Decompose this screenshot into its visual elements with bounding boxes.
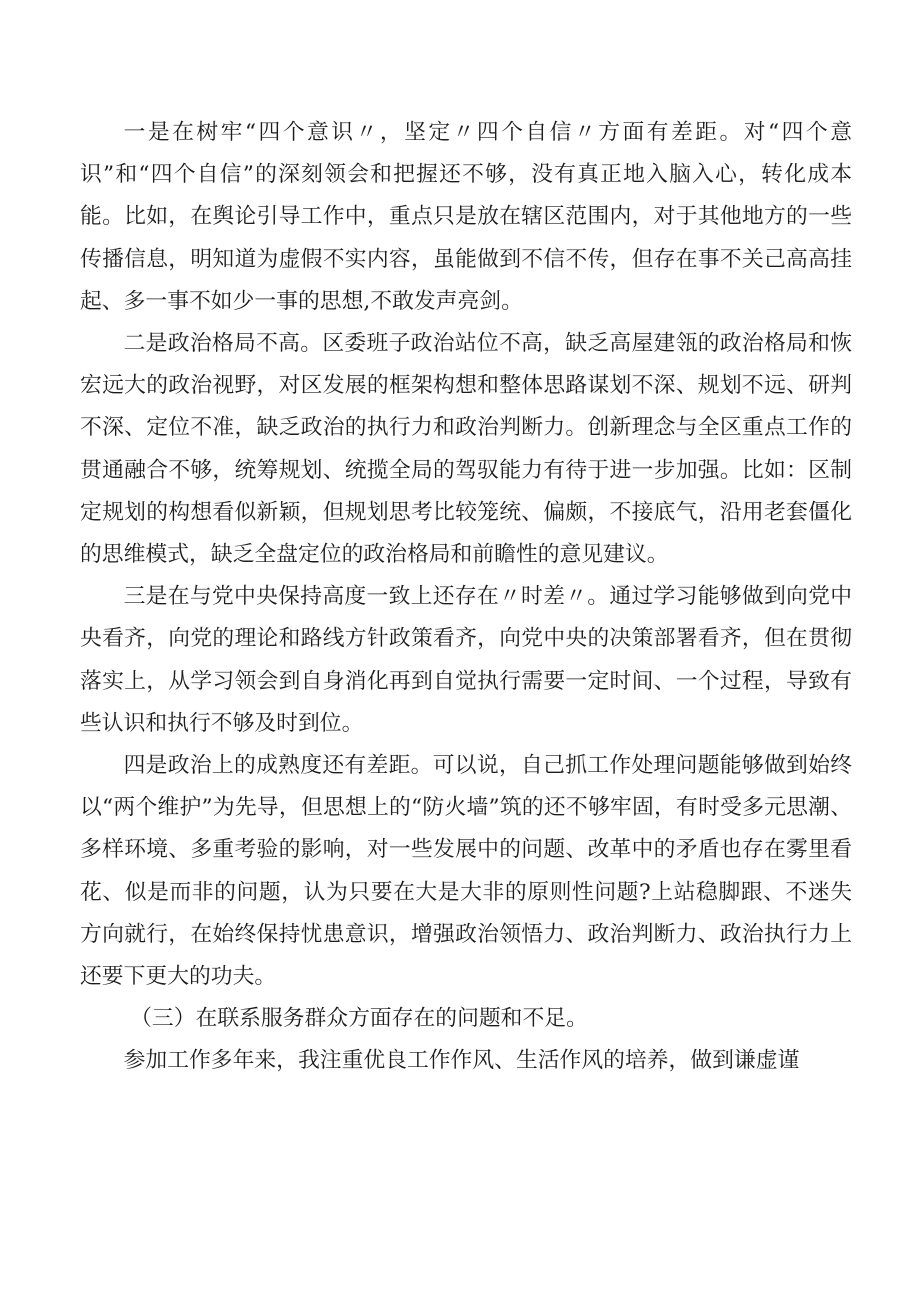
paragraph-political-pattern: 二是政治格局不高。区委班子政治站位不高，缺乏高屋建瓴的政治格局和恢宏远大的政治视野，对区发展的框架构想和整体思路谋划不深、规划不远、研判不深、定位不准，缺乏政治的执行力和政治判断力。创新理念与全区重点工作的贯通融合不够，统筹规划、统揽全局的驾驭能力有待于进一步加强。比如：区制定规划的构想看似新颖，但规划思考比较笼统、偏颇，不接底气，沿用老套僵化的思维模式，缺乏全盘定位的政治格局和前瞻性的意见建议。 <box>80 331 852 568</box>
paragraph-political-maturity: 四是政治上的成熟度还有差距。可以说，自己抓工作处理问题能够做到始终以“两个维护”为先导，但思想上的“防火墙”筑的还不够牢固，有时受多元思潮、多样环境、多重考验的影响，对一些发展中的问题、改革中的矛盾也存在雾里看花、似是而非的问题，认为只要在大是大非的原则性问题?上站稳脚跟、不迷失方向就行，在始终保持忧患意识，增强政治领悟力、政治判断力、政治执行力上还要下更大的功夫。 <box>80 753 852 990</box>
paragraph-four-consciousness: 一是在树牢“四个意识〃，坚定〃四个自信〃方面有差距。对“四个意识”和“四个自信”的深刻领会和把握还不够，没有真正地入脑入心，转化成本能。比如，在舆论引导工作中，重点只是放在辖区范围内，对于其他地方的一些传播信息，明知道为虚假不实内容，虽能做到不信不传，但存在事不关己高高挂起、多一事不如少一事的思想,不敢发声亮剑。 <box>80 120 852 314</box>
document-body <box>80 112 852 1083</box>
section-heading-serving-masses: （三）在联系服务群众方面存在的问题和不足。 <box>130 1006 588 1032</box>
paragraph-work-style: 参加工作多年来，我注重优良工作作风、生活作风的培养，做到谦虚谨 <box>123 1048 800 1074</box>
paragraph-time-lag: 三是在与党中央保持高度一致上还存在〃时差〃。通过学习能够做到向党中央看齐，向党的理论和路线方针政策看齐，向党中央的决策部署看齐，但在贯彻落实上，从学习领会到自身消化再到自觉执行需要一定时间、一个过程，导致有些认识和执行不够及时到位。 <box>80 584 852 736</box>
